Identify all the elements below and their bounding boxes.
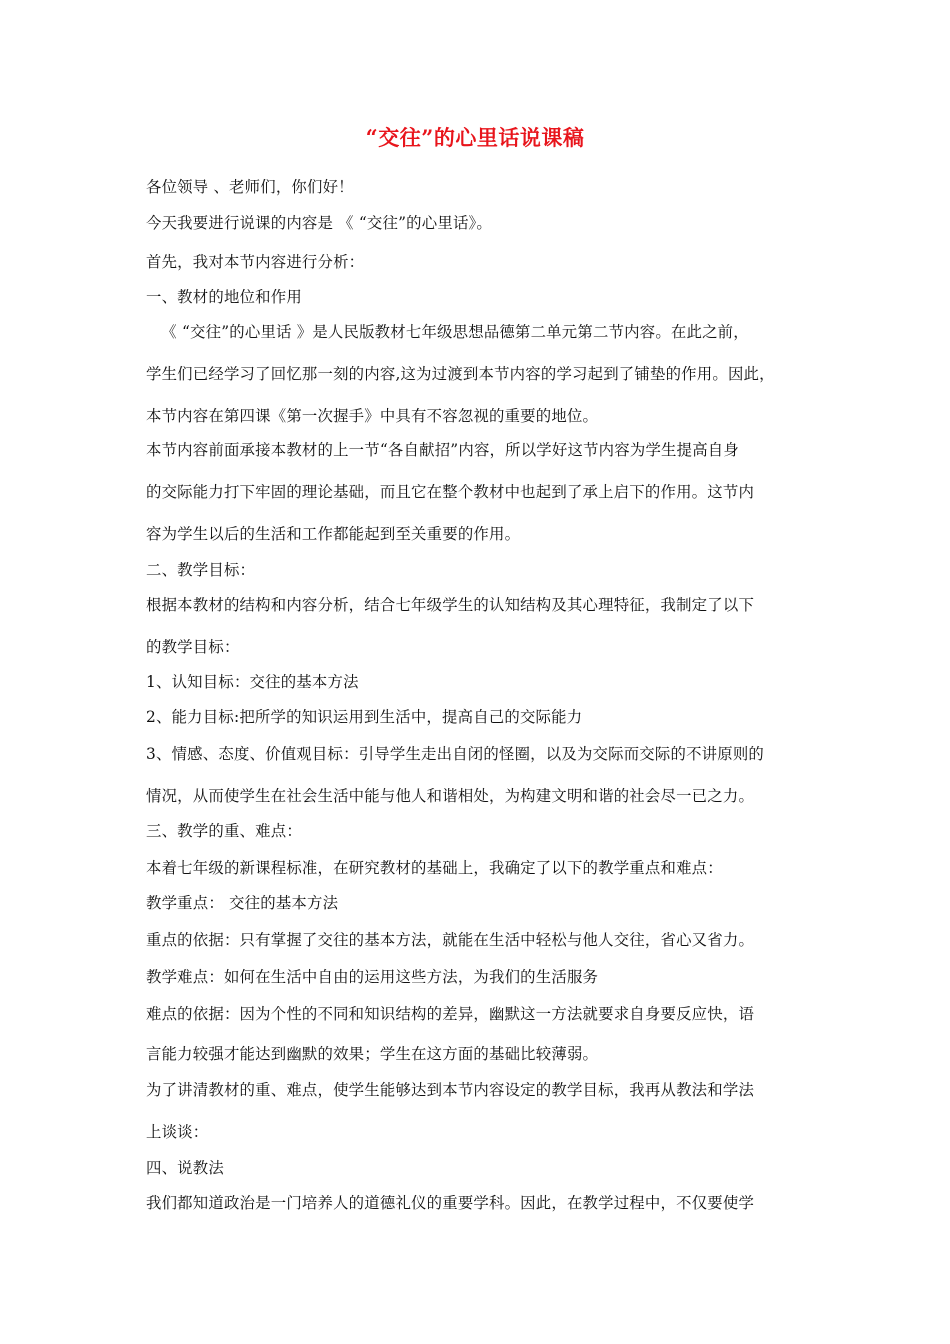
list-item: 3、情感、态度、价值观目标：引导学生走出自闭的怪圈，以及为交际而交际的不讲原则的 (146, 745, 765, 763)
text-line: 各位领导 、老师们，你们好！ (146, 178, 354, 196)
text-line: 根据本教材的结构和内容分析，结合七年级学生的认知结构及其心理特征，我制定了以下 (146, 596, 755, 614)
section-heading: 一、教材的地位和作用 (146, 288, 302, 306)
document-title: “交往”的心里话说课稿 (365, 125, 585, 150)
text-line: 首先，我对本节内容进行分析： (146, 253, 365, 271)
text-line: 学生们已经学习了回忆那一刻的内容,这为过渡到本节内容的学习起到了铺垫的作用。因此， (146, 365, 775, 383)
text-line: 重点的依据：只有掌握了交往的基本方法，就能在生活中轻松与他人交往，省心又省力。 (146, 931, 755, 949)
text-line: 的交际能力打下牢固的理论基础，而且它在整个教材中也起到了承上启下的作用。这节内 (146, 483, 755, 501)
list-item: 2、能力目标:把所学的知识运用到生活中，提高自己的交际能力 (146, 708, 583, 726)
text-line: 难点的依据：因为个性的不同和知识结构的差异，幽默这一方法就要求自身要反应快，语 (146, 1005, 755, 1023)
text-line: 今天我要进行说课的内容是 《 “交往”的心里话》。 (146, 214, 493, 232)
text-line: 本节内容前面承接本教材的上一节“各自献招”内容，所以学好这节内容为学生提高自身 (146, 441, 739, 459)
text-line: 教学重点： 交往的基本方法 (146, 894, 339, 912)
text-line: 教学难点：如何在生活中自由的运用这些方法，为我们的生活服务 (146, 968, 599, 986)
text-line: 言能力较强才能达到幽默的效果；学生在这方面的基础比较薄弱。 (146, 1045, 599, 1063)
text-line: 我们都知道政治是一门培养人的道德礼仪的重要学科。因此，在教学过程中，不仅要使学 (146, 1194, 755, 1212)
text-line: 情况，从而使学生在社会生活中能与他人和谐相处，为构建文明和谐的社会尽一已之力。 (146, 787, 755, 805)
section-heading: 三、教学的重、难点： (146, 822, 302, 840)
text-line: 的教学目标： (146, 638, 240, 656)
text-line: 为了讲清教材的重、难点，使学生能够达到本节内容设定的教学目标，我再从教法和学法 (146, 1081, 755, 1099)
text-line: 本节内容在第四课《第一次握手》中具有不容忽视的重要的地位。 (146, 407, 599, 425)
text-line: 《 “交往”的心里话 》是人民版教材七年级思想品德第二单元第二节内容。在此之前， (146, 323, 749, 341)
text-line: 容为学生以后的生活和工作都能起到至关重要的作用。 (146, 525, 521, 543)
section-heading: 二、教学目标： (146, 561, 256, 579)
text-line: 上谈谈： (146, 1123, 209, 1141)
section-heading: 四、说教法 (146, 1159, 224, 1177)
text-line: 本着七年级的新课程标准，在研究教材的基础上，我确定了以下的教学重点和难点： (146, 859, 723, 877)
list-item: 1、认知目标：交往的基本方法 (146, 673, 359, 691)
